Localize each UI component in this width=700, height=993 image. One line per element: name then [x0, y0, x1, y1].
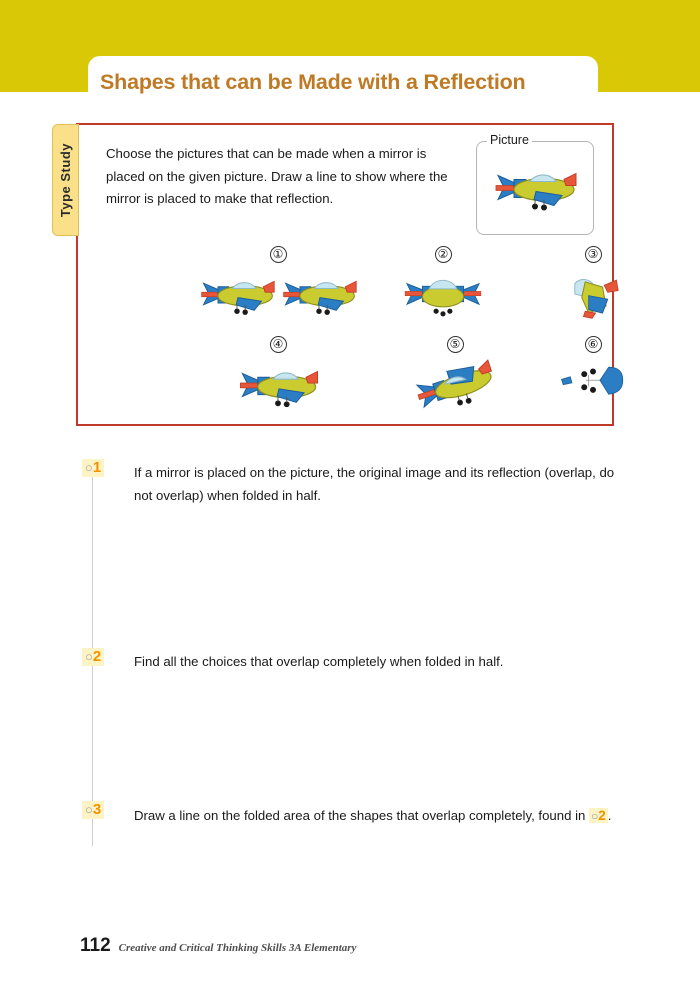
page-title: Shapes that can be Made with a Reflection — [100, 69, 526, 94]
type-study-tab — [52, 124, 79, 236]
problem-box — [76, 123, 614, 426]
option-4-number: ④ — [270, 336, 287, 353]
option-1[interactable] — [198, 245, 358, 320]
option-3-number: ③ — [585, 246, 602, 263]
footer-book-title: Creative and Critical Thinking Skills 3A Elementary — [118, 942, 357, 954]
option-3-illustration — [548, 268, 638, 320]
option-5[interactable] — [400, 335, 510, 412]
plane-icon — [280, 268, 358, 320]
problem-prompt: Choose the pictures that can be made when a mirror is placed on the given picture. Draw a line to show where the mirror is placed to make that reflection. — [106, 146, 448, 207]
step-2-marker — [82, 648, 104, 666]
page-title-box — [88, 56, 598, 108]
plane-tilted-icon — [413, 358, 497, 412]
step-3-inline-reference — [589, 808, 608, 823]
step-1-number: 1 — [92, 459, 102, 476]
plane-icon — [492, 159, 578, 215]
reference-plane-illustration — [492, 159, 578, 220]
option-2-number: ② — [435, 246, 452, 263]
type-study-tab-label: Type Study — [58, 142, 73, 218]
option-5-number: ⑤ — [447, 336, 464, 353]
picture-frame-label: Picture — [487, 133, 532, 147]
step-1 — [76, 459, 616, 507]
step-3-text-before: Draw a line on the folded area of the shapes that overlap completely, found in — [134, 808, 590, 824]
footer — [80, 935, 356, 957]
option-4[interactable] — [223, 335, 333, 412]
option-6[interactable] — [548, 335, 638, 406]
picture-frame — [476, 133, 594, 235]
option-6-illustration — [548, 358, 638, 406]
steps-list — [76, 459, 616, 828]
step-3-text — [134, 804, 616, 828]
step-1-text: If a mirror is placed on the picture, the original image and its reflection (overlap, do not overlap) when folded in half. — [134, 465, 615, 503]
plane-front-icon — [400, 268, 486, 320]
plane-icon — [198, 268, 276, 320]
step-2 — [76, 648, 616, 674]
step-3-marker — [82, 801, 104, 819]
option-1-illustration — [198, 268, 358, 320]
step-3-ring: ○ — [85, 802, 93, 818]
step-3-inline-ring: ○ — [591, 809, 599, 824]
step-1-marker — [82, 459, 104, 477]
plane-icon — [236, 358, 320, 412]
option-2[interactable] — [398, 245, 488, 320]
step-2-text: Find all the choices that overlap completely when folded in half. — [134, 654, 504, 670]
step-3-number: 3 — [92, 801, 102, 819]
option-5-illustration — [400, 358, 510, 412]
step-1-ring: ○ — [85, 460, 93, 475]
footer-page-number: 112 — [80, 935, 111, 956]
step-3-text-after: . — [607, 808, 612, 824]
plane-fragments-icon — [558, 358, 628, 406]
option-3[interactable] — [548, 245, 638, 320]
step-2-number: 2 — [92, 648, 102, 666]
option-6-number: ⑥ — [585, 336, 602, 353]
option-1-number: ① — [270, 246, 287, 263]
step-3 — [76, 801, 616, 828]
plane-partial-icon — [562, 268, 624, 320]
step-2-ring: ○ — [85, 649, 93, 665]
option-2-illustration — [398, 268, 488, 320]
step-3-inline-number: 2 — [598, 808, 606, 824]
option-4-illustration — [223, 358, 333, 412]
